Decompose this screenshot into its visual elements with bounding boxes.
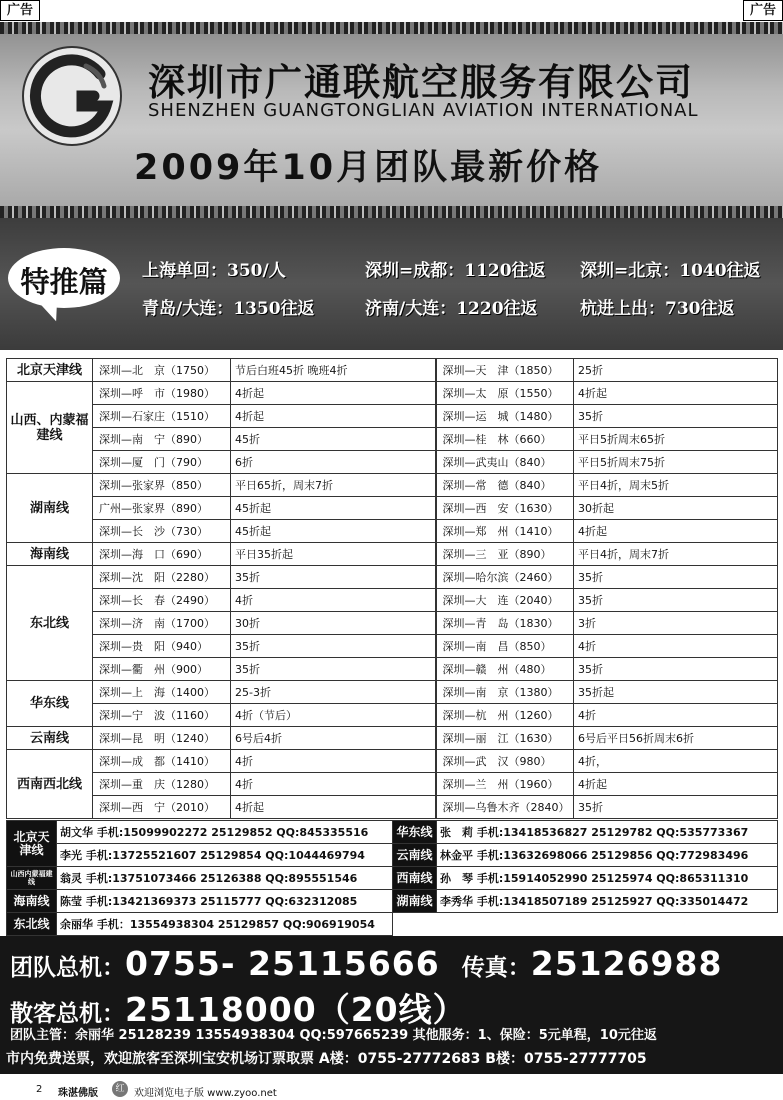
route-right: 深圳—常 德（840） — [436, 474, 574, 497]
price-row — [7, 612, 778, 635]
price-row — [7, 359, 778, 382]
route-right: 深圳—桂 林（660） — [436, 428, 574, 451]
discount-left: 4折起 — [231, 382, 436, 405]
price-row — [7, 520, 778, 543]
discount-right: 平日5折周末65折 — [574, 428, 778, 451]
contact-entry: 胡文华 手机:15099902272 25129852 QQ:845335516 — [57, 821, 393, 844]
contact-row — [7, 890, 778, 913]
route-right: 深圳—运 城（1480） — [436, 405, 574, 428]
price-row — [7, 704, 778, 727]
discount-left: 平日35折起 — [231, 543, 436, 566]
price-row — [7, 773, 778, 796]
page-footer — [0, 1078, 783, 1100]
discount-left: 6号后4折 — [231, 727, 436, 750]
team-hotline-label: 团队总机： — [10, 955, 125, 981]
route-left: 深圳—宁 波（1160） — [93, 704, 231, 727]
discount-left: 35折 — [231, 635, 436, 658]
special-offers-label: 特推篇 — [20, 265, 108, 299]
discount-right: 6号后平日56折周末6折 — [574, 727, 778, 750]
discount-right: 35折 — [574, 566, 778, 589]
ticket-delivery-info: 市内免费送票，欢迎旅客至深圳宝安机场订票取票 A楼：0755-27772683 B楼：0755-27777705 — [6, 1051, 647, 1067]
route-region: 北京天津线 — [7, 359, 93, 382]
price-row — [7, 727, 778, 750]
route-left: 深圳—厦 门（790） — [93, 451, 231, 474]
route-right: 深圳—丽 江（1630） — [436, 727, 574, 750]
discount-right: 30折起 — [574, 497, 778, 520]
discount-left: 25-3折 — [231, 681, 436, 704]
price-row — [7, 796, 778, 819]
route-right: 深圳—西 安（1630） — [436, 497, 574, 520]
discount-right: 3折 — [574, 612, 778, 635]
route-region: 华东线 — [7, 681, 93, 727]
route-right: 深圳—杭 州（1260） — [436, 704, 574, 727]
publication-name: 珠湛佛版 — [58, 1088, 98, 1099]
discount-left: 4折 — [231, 589, 436, 612]
contact-line-label: 湖南线 — [393, 890, 437, 913]
route-right: 深圳—武 汉（980） — [436, 750, 574, 773]
decorative-border-bottom — [0, 206, 783, 218]
special-offers-banner — [0, 218, 783, 350]
contact-line-label: 山西内蒙福建线 — [7, 867, 57, 890]
discount-left: 45折起 — [231, 497, 436, 520]
retail-hotline-label: 散客总机： — [10, 1001, 125, 1027]
footer-hotlines — [0, 936, 783, 1074]
price-row — [7, 497, 778, 520]
contact-entry: 林金平 手机:13632698066 25129856 QQ:772983496 — [437, 844, 778, 867]
team-hotline-number: 0755- 25115666 — [125, 944, 440, 983]
route-left: 深圳—长 沙（730） — [93, 520, 231, 543]
route-left: 深圳—北 京（1750） — [93, 359, 231, 382]
price-row — [7, 382, 778, 405]
discount-right: 35折起 — [574, 681, 778, 704]
route-region: 海南线 — [7, 543, 93, 566]
route-right: 深圳—太 原（1550） — [436, 382, 574, 405]
contact-row — [7, 821, 778, 844]
route-right: 深圳—郑 州（1410） — [436, 520, 574, 543]
route-left: 深圳—西 宁（2010） — [93, 796, 231, 819]
promo-item: 上海单回：350/人 — [142, 261, 286, 281]
discount-right: 4折 — [574, 704, 778, 727]
discount-left: 节后白班45折 晚班4折 — [231, 359, 436, 382]
route-right: 深圳—青 岛（1830） — [436, 612, 574, 635]
discount-right: 35折 — [574, 405, 778, 428]
company-logo-icon — [20, 44, 124, 148]
discount-right: 4折起 — [574, 773, 778, 796]
price-row — [7, 658, 778, 681]
price-row — [7, 451, 778, 474]
route-right: 深圳—大 连（2040） — [436, 589, 574, 612]
route-right: 深圳—三 亚（890） — [436, 543, 574, 566]
company-header — [0, 22, 783, 218]
discount-left: 4折（节后） — [231, 704, 436, 727]
contact-table — [6, 820, 778, 936]
contact-entry: 李秀华 手机:13418507189 25125927 QQ:335014472 — [437, 890, 778, 913]
route-right: 深圳—赣 州（480） — [436, 658, 574, 681]
contact-entry: 陈莹 手机:13421369373 25115777 QQ:632312085 — [57, 890, 393, 913]
route-region: 西南西北线 — [7, 750, 93, 819]
route-right: 深圳—天 津（1850） — [436, 359, 574, 382]
ad-tag-left: 广告 — [0, 0, 40, 21]
price-row — [7, 681, 778, 704]
route-left: 深圳—重 庆（1280） — [93, 773, 231, 796]
route-right: 深圳—南 京（1380） — [436, 681, 574, 704]
route-left: 深圳—石家庄（1510） — [93, 405, 231, 428]
route-right: 深圳—南 昌（850） — [436, 635, 574, 658]
discount-right: 4折 — [574, 635, 778, 658]
price-row — [7, 750, 778, 773]
contact-row — [7, 844, 778, 867]
route-left: 深圳—沈 阳（2280） — [93, 566, 231, 589]
route-left: 深圳—长 春（2490） — [93, 589, 231, 612]
route-left: 深圳—贵 阳（940） — [93, 635, 231, 658]
price-row — [7, 474, 778, 497]
price-table — [6, 358, 778, 819]
contact-line-label: 海南线 — [7, 890, 57, 913]
route-left: 深圳—南 宁（890） — [93, 428, 231, 451]
discount-right: 4折起 — [574, 382, 778, 405]
price-row — [7, 635, 778, 658]
page-number: 2 — [36, 1084, 43, 1095]
contact-entry: 李光 手机:13725521607 25129854 QQ:1044469794 — [57, 844, 393, 867]
promo-item: 杭进上出：730往返 — [580, 299, 735, 319]
discount-left: 35折 — [231, 658, 436, 681]
discount-right: 平日4折，周末7折 — [574, 543, 778, 566]
contact-line-label: 云南线 — [393, 844, 437, 867]
contact-line-label: 东北线 — [7, 913, 57, 936]
route-left: 深圳—呼 市（1980） — [93, 382, 231, 405]
route-right: 深圳—哈尔滨（2460） — [436, 566, 574, 589]
route-region: 云南线 — [7, 727, 93, 750]
website-link[interactable]: 欢迎浏览电子版 www.zyoo.net — [134, 1088, 277, 1099]
discount-left: 30折 — [231, 612, 436, 635]
discount-right: 4折， — [574, 750, 778, 773]
discount-right: 35折 — [574, 589, 778, 612]
ad-tag-bar — [0, 0, 783, 22]
contact-entry: 翁灵 手机:13751073466 25126388 QQ:895551546 — [57, 867, 393, 890]
company-name-cn: 深圳市广通联航空服务有限公司 — [148, 60, 694, 104]
speech-bubble-icon — [8, 248, 120, 318]
price-row — [7, 589, 778, 612]
price-row — [7, 566, 778, 589]
discount-right: 35折 — [574, 658, 778, 681]
discount-left: 45折 — [231, 428, 436, 451]
discount-left: 45折起 — [231, 520, 436, 543]
promo-item: 深圳=北京：1040往返 — [580, 261, 761, 281]
route-right: 深圳—武夷山（840） — [436, 451, 574, 474]
discount-right: 35折 — [574, 796, 778, 819]
route-left: 深圳—张家界（850） — [93, 474, 231, 497]
discount-left: 4折 — [231, 773, 436, 796]
contact-entry: 余丽华 手机：13554938304 25129857 QQ:906919054 — [57, 913, 393, 936]
discount-left: 4折起 — [231, 405, 436, 428]
route-left: 深圳—昆 明（1240） — [93, 727, 231, 750]
company-name-en: SHENZHEN GUANGTONGLIAN AVIATION INTERNATIONAL — [148, 100, 699, 121]
route-left: 深圳—济 南（1700） — [93, 612, 231, 635]
contact-row — [7, 913, 778, 936]
fax-number: 25126988 — [530, 944, 723, 983]
route-right: 深圳—兰 州（1960） — [436, 773, 574, 796]
team-hotline — [10, 944, 722, 983]
discount-left: 35折 — [231, 566, 436, 589]
contact-line-label: 北京天津线 — [7, 821, 57, 867]
route-right: 深圳—乌鲁木齐（2840） — [436, 796, 574, 819]
discount-right: 平日5折周末75折 — [574, 451, 778, 474]
contact-entry: 孙 琴 手机:15914052990 25125974 QQ:865311310 — [437, 867, 778, 890]
discount-right: 25折 — [574, 359, 778, 382]
contact-line-label: 西南线 — [393, 867, 437, 890]
discount-left: 4折起 — [231, 796, 436, 819]
route-left: 深圳—上 海（1400） — [93, 681, 231, 704]
discount-left: 平日65折，周末7折 — [231, 474, 436, 497]
route-region: 东北线 — [7, 566, 93, 681]
price-row — [7, 428, 778, 451]
route-region: 山西、内蒙福建线 — [7, 382, 93, 474]
fax-label: 传真： — [461, 955, 531, 981]
route-left: 深圳—成 都（1410） — [93, 750, 231, 773]
manager-info: 团队主管：余丽华 25128239 13554938304 QQ:597665239 其他服务：1、保险：5元单程，10元往返 — [10, 1028, 657, 1043]
contact-entry: 张 莉 手机:13418536827 25129782 QQ:535773367 — [437, 821, 778, 844]
route-left: 深圳—海 口（690） — [93, 543, 231, 566]
decorative-border-top — [0, 22, 783, 34]
red-badge-icon: 红 — [112, 1081, 128, 1097]
price-row — [7, 543, 778, 566]
discount-right: 4折起 — [574, 520, 778, 543]
discount-right: 平日4折，周末5折 — [574, 474, 778, 497]
price-row — [7, 405, 778, 428]
ad-tag-right: 广告 — [743, 0, 783, 21]
promo-item: 济南/大连：1220往返 — [365, 299, 538, 319]
route-left: 广州—张家界（890） — [93, 497, 231, 520]
route-region: 湖南线 — [7, 474, 93, 543]
route-left: 深圳—衢 州（900） — [93, 658, 231, 681]
promo-item: 深圳=成都：1120往返 — [365, 261, 546, 281]
discount-left: 4折 — [231, 750, 436, 773]
page-headline: 2009年10月团队最新价格 — [134, 148, 603, 188]
promo-item: 青岛/大连：1350往返 — [142, 299, 315, 319]
contact-row — [7, 867, 778, 890]
contact-line-label: 华东线 — [393, 821, 437, 844]
discount-left: 6折 — [231, 451, 436, 474]
retail-hotline-number: 25118000（20线） — [125, 990, 467, 1029]
